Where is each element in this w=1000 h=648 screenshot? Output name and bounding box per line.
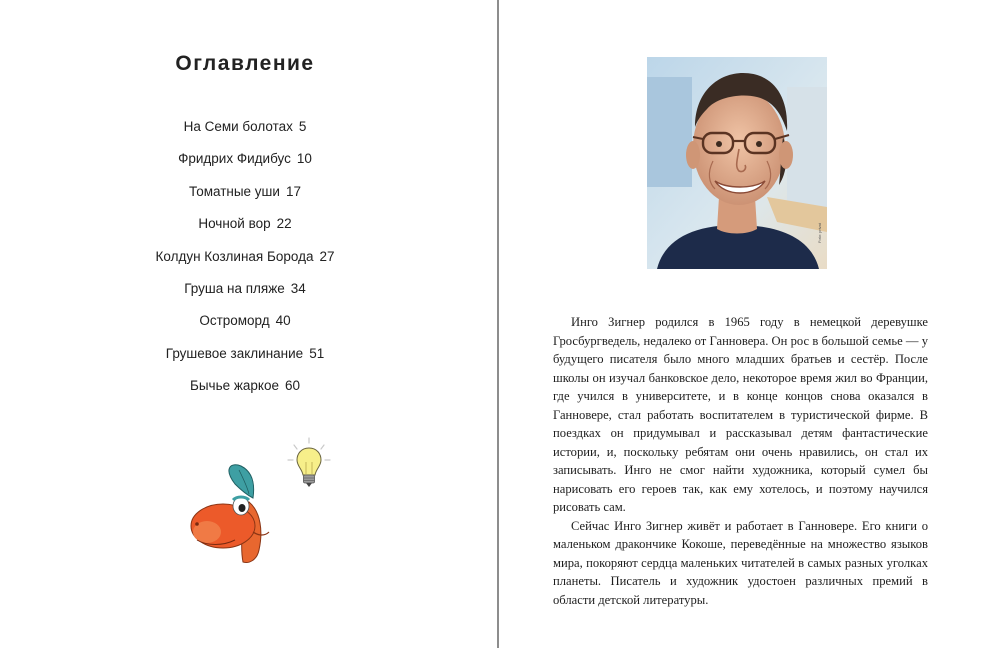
toc-item-page: 27 [319, 248, 335, 264]
toc-item [110, 311, 380, 343]
toc-item [110, 117, 380, 149]
author-bio [553, 313, 928, 609]
toc-item-page: 40 [275, 313, 291, 329]
toc-item [110, 182, 380, 214]
toc-item-page: 22 [276, 216, 292, 232]
toc-item-page: 34 [290, 280, 306, 296]
toc-item [110, 149, 380, 181]
photo-credit: Foto: privat [817, 222, 822, 243]
toc-item-title: На Семи болотах [183, 119, 293, 134]
toc-item-page: 51 [309, 345, 325, 361]
dragon-illustration [183, 462, 279, 566]
author-photo [647, 57, 827, 269]
bio-paragraph: Инго Зигнер родился в 1965 году в немецкой деревушке Гросбургведель, недалеко от Ганновера. Он рос в большой семье — у будущего писателя было много младших братьев и сестёр. После школы он изучал банковское дело, некоторое время жил во Франции, где учился в университете, и в конце концов снова оказался в Ганновере, стал работать воспитателем в туристической фирме. В поездках он придумывал и рассказывал детям фантастические истории, и, поскольку ребятам они очень нравились, он стал их записывать. Инго не смог найти художника, который сумел бы нарисовать его героев так, как ему хотелось, и поэтому научился рисовать сам. [553, 315, 928, 514]
toc-item-title: Фридрих Фидибус [178, 151, 291, 167]
toc-item-title: Томатные уши [189, 183, 280, 199]
toc-item-page: 60 [284, 378, 301, 394]
toc-item-title: Ночной вор [198, 216, 271, 232]
bio-paragraph: Сейчас Инго Зигнер живёт и работает в Ганновере. Его книги о маленьком дракончике Кокоше, переведённые на множество языков мира, покоряют сердца маленьких читателей в самых разных уголках планеты. Писатель и художник удостоен различных премий в области детской литературы. [553, 518, 928, 607]
toc-title: Оглавление [175, 52, 315, 75]
toc-item [110, 376, 380, 408]
lightbulb-icon [286, 436, 332, 498]
toc-item-title: Колдун Козлиная Борода [155, 248, 314, 264]
book-spine-divider [497, 0, 499, 648]
toc-item-page: 10 [296, 151, 312, 167]
toc-item [110, 247, 380, 279]
toc-item-title: Груша на пляже [184, 280, 285, 296]
toc-item [110, 279, 380, 311]
toc-item [110, 214, 380, 246]
toc-item-title: Грушевое заклинание [165, 345, 304, 361]
toc-list [110, 117, 380, 409]
toc-item [110, 344, 380, 376]
toc-item-page: 17 [285, 183, 301, 199]
toc-item-page: 5 [298, 119, 307, 134]
toc-item-title: Бычье жаркое [189, 378, 279, 394]
toc-item-title: Остроморд [199, 313, 270, 329]
